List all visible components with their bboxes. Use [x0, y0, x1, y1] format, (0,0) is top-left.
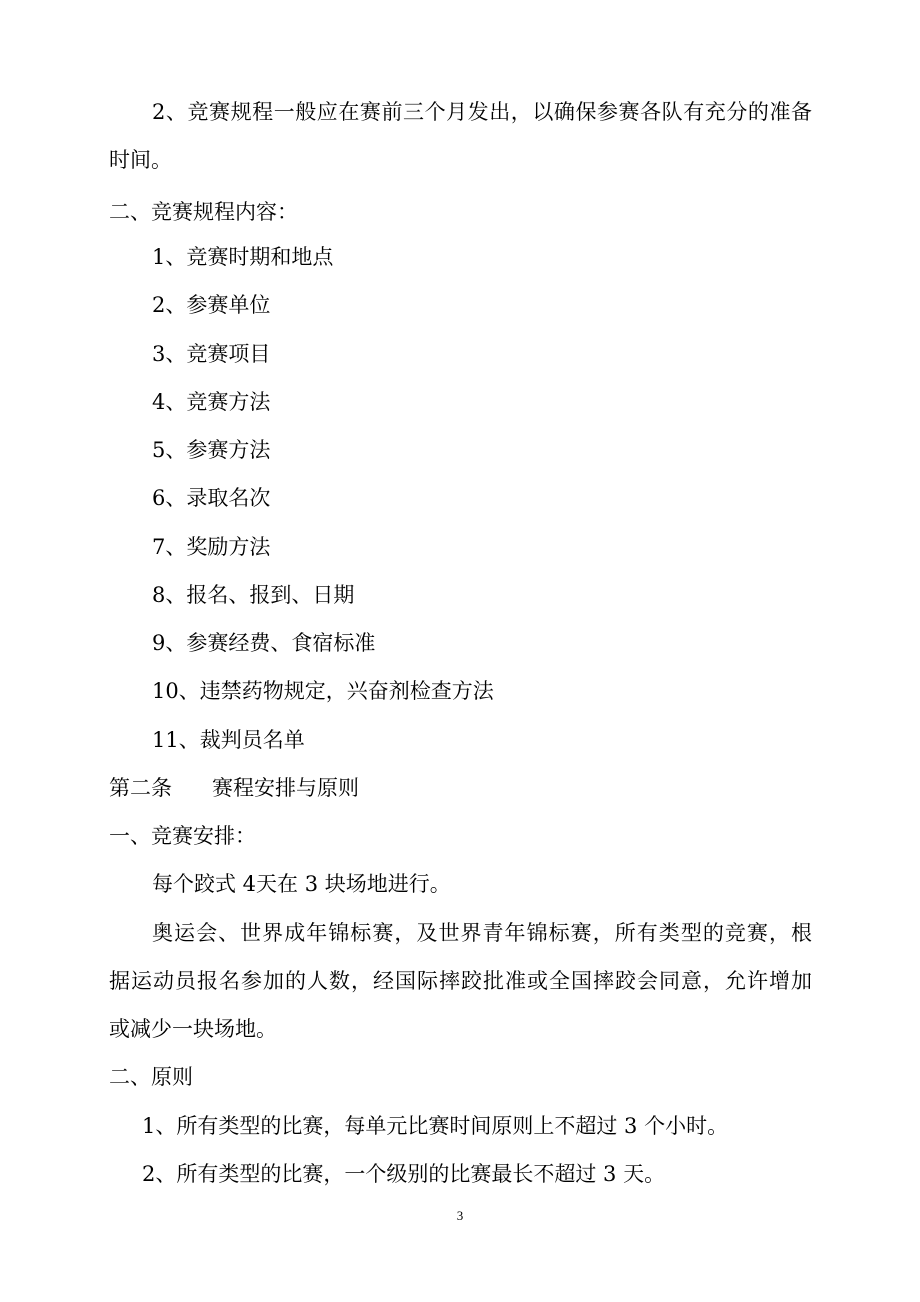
paragraph-line-3: 奥运会、世界成年锦标赛，及世界青年锦标赛，所有类型的竞赛，根: [152, 921, 812, 945]
list-item-1: 1、竞赛时期和地点: [152, 245, 334, 269]
principle-item-1: 1、所有类型的比赛，每单元比赛时间原则上不超过 3 个小时。: [142, 1114, 729, 1138]
list-item-5: 5、参赛方法: [152, 438, 271, 462]
list-item-8: 8、报名、报到、日期: [152, 583, 355, 607]
list-item-6: 6、录取名次: [152, 486, 271, 510]
paragraph-line-4: 据运动员报名参加的人数，经国际摔跤批准或全国摔跤会同意，允许增加: [109, 969, 812, 993]
section-heading-contents: 二、竞赛规程内容：: [109, 200, 298, 224]
paragraph-line-1: 2、竞赛规程一般应在赛前三个月发出，以确保参赛各队有充分的准备: [152, 100, 812, 124]
list-item-3: 3、竞赛项目: [152, 342, 271, 366]
article-heading: 第二条 赛程安排与原则: [109, 776, 360, 800]
list-item-7: 7、奖励方法: [152, 535, 271, 559]
schedule-paragraph: 每个跤式 4天在 3 块场地进行。: [152, 872, 451, 896]
list-item-9: 9、参赛经费、食宿标准: [152, 631, 376, 655]
list-item-2: 2、参赛单位: [152, 293, 271, 317]
list-item-11: 11、裁判员名单: [152, 728, 305, 752]
list-item-10: 10、违禁药物规定，兴奋剂检查方法: [152, 679, 494, 703]
section-heading-principles: 二、原则: [109, 1065, 193, 1089]
page-number: 3: [456, 1208, 464, 1223]
list-item-4: 4、竞赛方法: [152, 390, 271, 414]
paragraph-line-5: 或减少一块场地。: [109, 1017, 277, 1041]
principle-item-2: 2、所有类型的比赛，一个级别的比赛最长不超过 3 天。: [142, 1162, 666, 1186]
paragraph-line-2: 时间。: [109, 148, 172, 172]
section-heading-schedule: 一、竞赛安排：: [109, 824, 256, 848]
